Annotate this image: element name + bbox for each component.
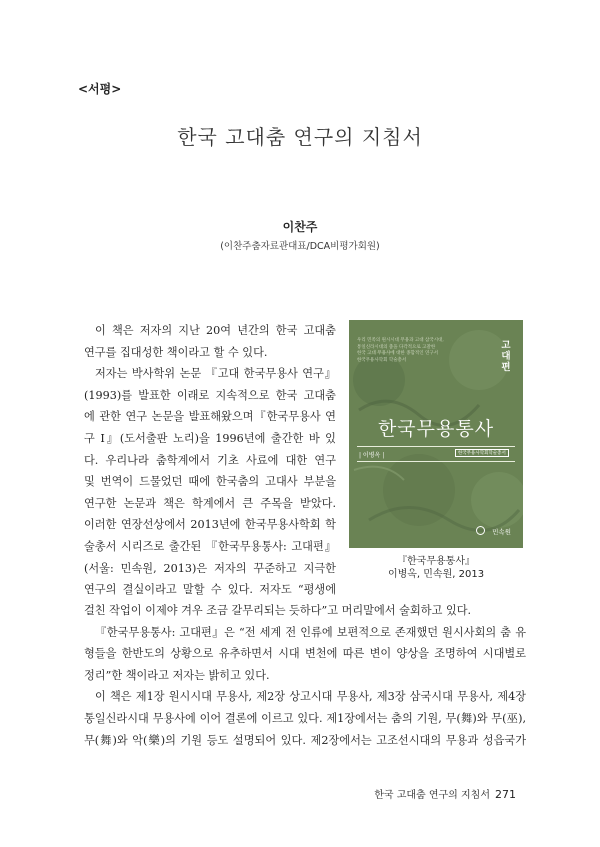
body-line: 저자는 박사학위 논문 『고대 한국무용사 연구』: [95, 367, 336, 381]
page-footer: [374, 786, 516, 801]
article-title: 한국 고대춤 연구의 지침서: [177, 125, 423, 149]
body-line: 및 번역이 드물었던 때에 한국춤의 고대사 부분을: [84, 475, 336, 489]
author-affiliation: (이찬주춤자료관대표/DCA비평가회원): [220, 241, 380, 252]
body-line: 이러한 연장선상에서 2013년에 한국무용사학회 학: [84, 518, 336, 532]
body-text-column: [84, 320, 336, 601]
author-name: 이찬주: [282, 220, 318, 234]
body-line: 에 관한 연구 논문을 발표해왔으며『한국무용사 연: [84, 410, 336, 424]
book-cover-subtitle: 우리 민족의 원시시대 무용과 고대 삼국시대, 통일신라시대의 춤을 다각적으로 고찰한 한국 고대 무용사에 대한 종합적인 연구서 한국무용사학회 학술총서: [357, 338, 444, 363]
body-line: (서울: 민속원, 2013)은 저자의 꾸준하고 지극한: [84, 561, 336, 575]
figure-caption-details: 이병옥, 민속원, 2013: [387, 569, 485, 580]
body-line: 『한국무용통사: 고대편』은 “전 세계 전 인류에 보편적으로 존재했던 원시사회의 춤 유: [95, 625, 526, 639]
body-line: 이 책은 제1장 원시시대 무용사, 제2장 상고시대 무용사, 제3장 삼국시대 무용사, 제4장: [95, 690, 526, 704]
publisher-logo-icon: [476, 526, 485, 535]
book-cover-image: [349, 320, 523, 548]
body-line: 다. 우리나라 춤학계에서 기초 사료에 대한 연구: [84, 453, 336, 467]
body-line: 술총서 시리즈로 출간된 『한국무용통사: 고대편』: [84, 539, 336, 553]
body-line: (1993)를 발표한 이래로 지속적으로 한국 고대춤: [84, 388, 336, 402]
body-line: 통일신라시대 무용사에 이어 결론에 이르고 있다. 제1장에서는 춤의 기원, 무(舞)와 무(巫),: [84, 711, 526, 725]
book-cover-rule: [357, 446, 515, 447]
body-text-full-width: [84, 600, 526, 751]
body-line: 이 책은 저자의 지난 20여 년간의 한국 고대춤: [95, 324, 336, 337]
body-line: 걸친 작업이 이제야 겨우 조금 갈무리되는 듯하다”고 머리말에서 술회하고 있다.: [84, 604, 472, 617]
page-number: 271: [495, 788, 516, 801]
book-cover-series: 한국무용사학회학술총서: [455, 449, 509, 457]
section-tag: <서평>: [78, 82, 122, 96]
book-cover-rule: [357, 461, 515, 462]
book-cover-title: 한국무용통사: [377, 418, 495, 440]
body-line: 형들을 한반도의 상황으로 유추하면서 시대 변천에 따른 변이 양상을 조명하여 시대별로: [84, 647, 526, 661]
book-cover-vertical-label: 고대편: [501, 340, 511, 373]
body-line: 구 Ⅰ』(도서출판 노리)을 1996년에 출간한 바 있: [84, 431, 336, 445]
body-line: 정리”한 책이라고 저자는 밝히고 있다.: [84, 668, 270, 682]
body-line: 연구한 논문과 책은 학계에서 큰 주목을 받았다.: [84, 496, 336, 510]
book-cover-publisher: 민속원: [492, 528, 511, 536]
running-title: 한국 고대춤 연구의 지침서: [374, 790, 490, 801]
body-line: 연구를 집대성한 책이라고 할 수 있다.: [84, 345, 268, 359]
body-line: 무(舞)와 악(樂)의 기원 등도 설명되어 있다. 제2장에서는 고조선시대의 무용과 성읍국가: [84, 733, 526, 747]
figure-caption-title: 『한국무용통사』: [397, 556, 475, 567]
book-cover-author: | 이병옥 |: [359, 452, 385, 459]
body-line: 연구의 결실이라고 말할 수 있다. 저자도 “평생에: [84, 583, 336, 597]
